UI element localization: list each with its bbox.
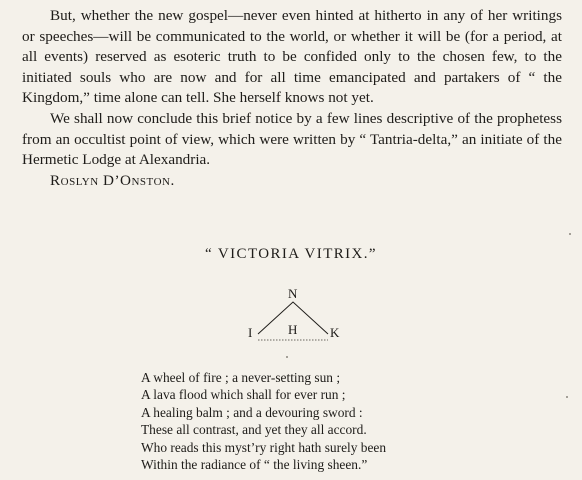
- paragraph-conclusion: We shall now conclude this brief notice by a few lines descriptive of the prophetess from an occultist point of view, which were written by “ Tantria-delta,” an initiate of the Hermetic Lodge at Alexandria.: [22, 109, 562, 169]
- poem-line: Who reads this myst’ry right hath surely been: [141, 439, 387, 455]
- article-body: [22, 6, 562, 191]
- poem-title: “ VICTORIA VITRIX.”: [204, 246, 377, 262]
- poem-line: Within the radiance of “ the living sheen.”: [141, 457, 368, 473]
- poem-line: A lava flood which shall for ever run ;: [141, 387, 346, 403]
- label-n: N: [288, 286, 298, 301]
- poem-line: A healing balm ; and a devouring sword :: [141, 404, 363, 420]
- label-i: I: [248, 325, 253, 340]
- triangle-figure: [240, 282, 360, 362]
- poem-stanza: [141, 369, 471, 473]
- author-signature: Roslyn D’Onston.: [50, 171, 175, 189]
- label-h: H: [288, 322, 298, 337]
- poem-line: A wheel of fire ; a never-setting sun ;: [141, 370, 341, 385]
- print-speck: [286, 356, 288, 358]
- print-speck: [569, 233, 571, 235]
- label-k: K: [330, 325, 340, 340]
- occult-triangle-diagram: [240, 282, 360, 362]
- poem-line: These all contrast, and yet they all accord.: [141, 422, 367, 438]
- paragraph-gospel: But, whether the new gospel—never even hinted at hitherto in any of her writings or speeches—will be communicated to the world, or whether it will be (for a period, at all events) reserved as esoteric truth to be confided only to the chosen few, to the initiated souls who are now and for all time emancipated and partakers of “ the Kingdom,” time alone can tell. She herself knows not yet.: [22, 7, 562, 107]
- print-speck: [566, 396, 568, 398]
